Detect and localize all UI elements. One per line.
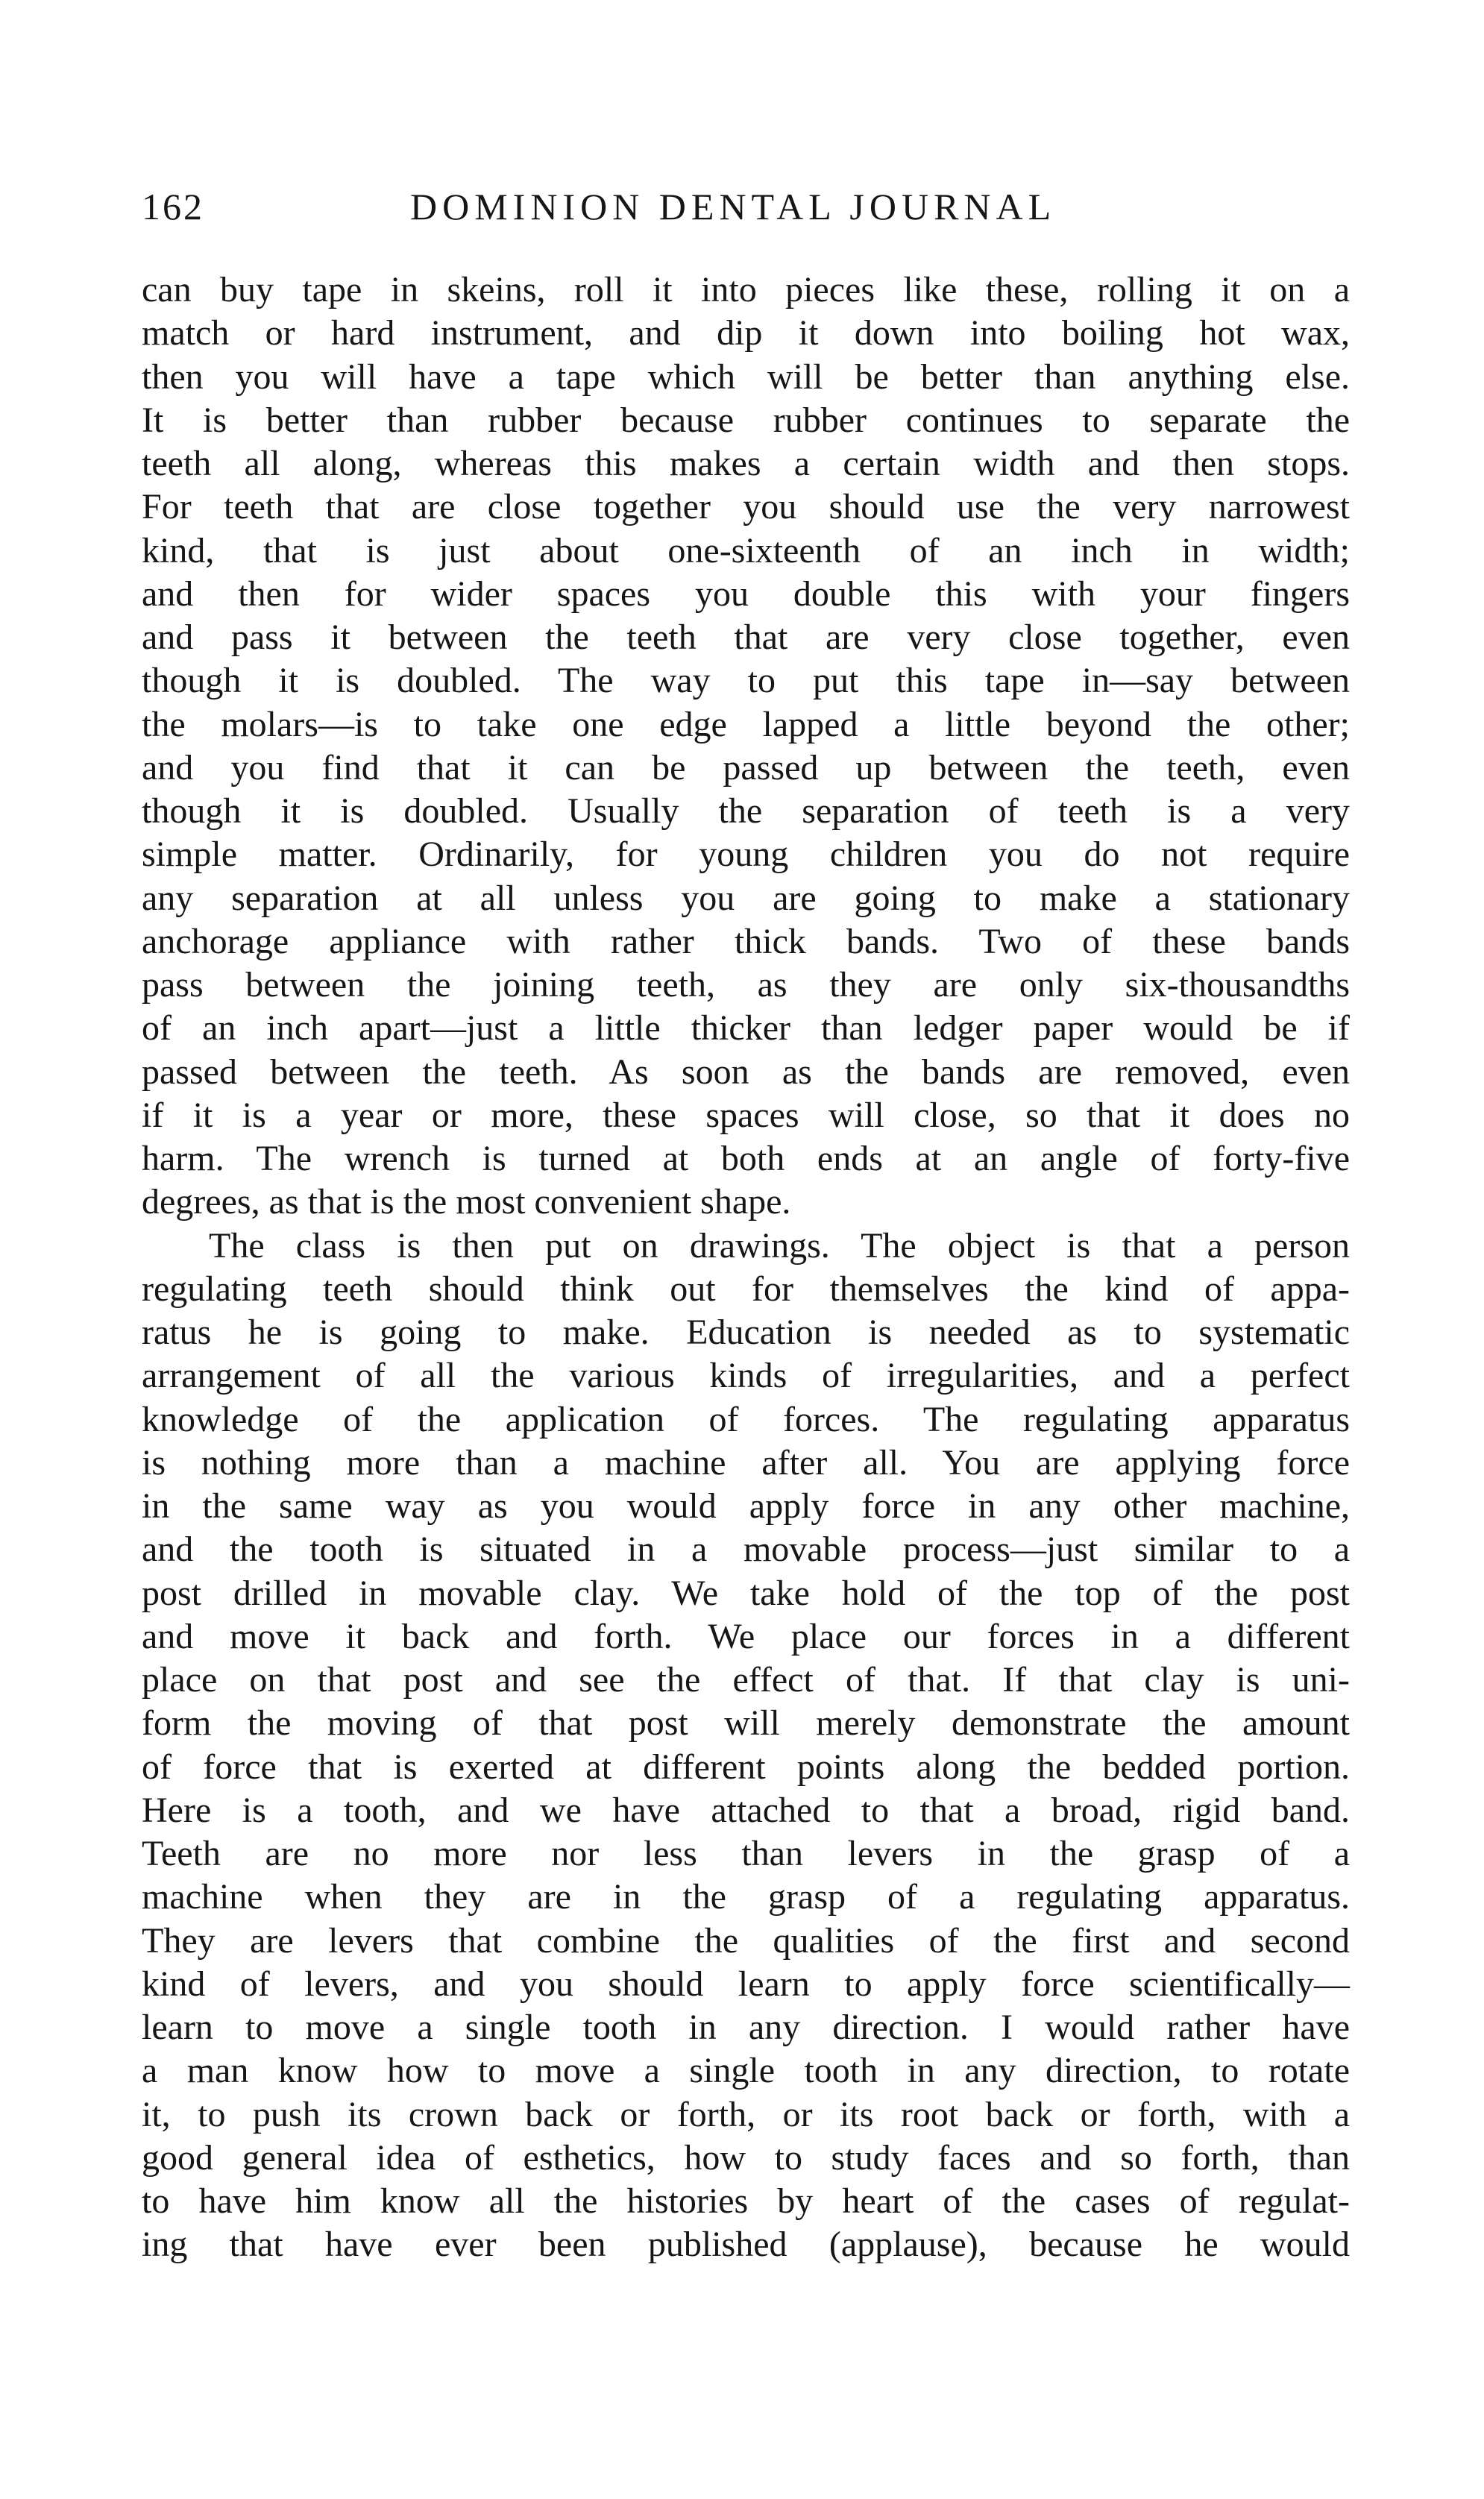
- text-line: and pass it between the teeth that are very close together, even: [142, 617, 1350, 657]
- text-line: arrangement of all the various kinds of irregularities, and a perfect: [142, 1356, 1350, 1396]
- text-line: though it is doubled. Usually the separation of teeth is a very: [142, 791, 1350, 831]
- text-line: For teeth that are close together you should use the very narrowest: [142, 487, 1350, 527]
- text-line: pass between the joining teeth, as they are only six-thousandths: [142, 965, 1350, 1005]
- body-text: [142, 268, 1350, 2267]
- text-line: of an inch apart—just a little thicker than ledger paper would be if: [142, 1008, 1350, 1049]
- text-line: It is better than rubber because rubber continues to separate the: [142, 400, 1350, 440]
- text-line: kind, that is just about one-sixteenth of an inch in width;: [142, 530, 1350, 570]
- paragraph: [142, 1225, 1350, 2267]
- journal-title: DOMINION DENTAL JOURNAL: [410, 186, 1057, 227]
- text-line: and then for wider spaces you double this with your fingers: [142, 573, 1350, 614]
- text-line: anchorage appliance with rather thick bands. Two of these bands: [142, 921, 1350, 961]
- text-line: Teeth are no more nor less than levers in the grasp of a: [142, 1834, 1350, 1873]
- text-line: kind of levers, and you should learn to apply force scientifically—: [142, 1964, 1350, 2004]
- text-line: ratus he is going to make. Education is needed as to systematic: [142, 1313, 1350, 1352]
- text-line: and you find that it can be passed up between the teeth, even: [142, 747, 1350, 788]
- text-line: place on that post and see the effect of that. If that clay is uni-: [142, 1660, 1350, 1700]
- text-line: post drilled in movable clay. We take hold of the top of the post: [142, 1573, 1350, 1613]
- text-line: regulating teeth should think out for themselves the kind of appa-: [142, 1269, 1350, 1309]
- text-line: if it is a year or more, these spaces will close, so that it does no: [142, 1095, 1350, 1135]
- text-line: is nothing more than a machine after all. You are applying force: [142, 1442, 1350, 1483]
- text-line: though it is doubled. The way to put this tape in—say between: [142, 661, 1350, 701]
- paragraph: [142, 268, 1350, 1225]
- text-line: and move it back and forth. We place our forces in a different: [142, 1616, 1350, 1656]
- text-line: to have him know all the histories by heart of the cases of regulat-: [142, 2181, 1350, 2221]
- text-line: simple matter. Ordinarily, for young children you do not require: [142, 834, 1350, 875]
- text-line: The class is then put on drawings. The object is that a person: [209, 1225, 1350, 1266]
- text-line: good general idea of esthetics, how to study faces and so forth, than: [142, 2137, 1350, 2178]
- text-line: harm. The wrench is turned at both ends at an angle of forty-five: [142, 1139, 1350, 1178]
- text-line: a man know how to move a single tooth in any direction, to rotate: [142, 2051, 1350, 2091]
- text-line: of force that is exerted at different points along the bedded portion.: [142, 1747, 1350, 1787]
- text-line: They are levers that combine the qualities of the first and second: [142, 1920, 1350, 1961]
- text-line: degrees, as that is the most convenient shape.: [142, 1182, 791, 1222]
- text-line: and the tooth is situated in a movable process—just similar to a: [142, 1530, 1350, 1570]
- text-line: knowledge of the application of forces. The regulating apparatus: [142, 1399, 1350, 1439]
- text-line: teeth all along, whereas this makes a certain width and then stops.: [142, 444, 1350, 483]
- text-line: then you will have a tape which will be better than anything else.: [142, 356, 1350, 397]
- running-head: [142, 185, 1350, 245]
- text-line: it, to push its crown back or forth, or its root back or forth, with a: [142, 2094, 1350, 2134]
- text-line: in the same way as you would apply force in any other machine,: [142, 1486, 1350, 1526]
- text-line: form the moving of that post will merely demonstrate the amount: [142, 1703, 1350, 1744]
- text-line: match or hard instrument, and dip it down into boiling hot wax,: [142, 313, 1350, 353]
- text-line: any separation at all unless you are going to make a stationary: [142, 878, 1350, 918]
- text-line: Here is a tooth, and we have attached to that a broad, rigid band.: [142, 1790, 1350, 1830]
- text-line: ing that have ever been published (applause), because he would: [142, 2225, 1350, 2265]
- text-line: learn to move a single tooth in any direction. I would rather have: [142, 2008, 1350, 2047]
- text-line: machine when they are in the grasp of a regulating apparatus.: [142, 1877, 1350, 1917]
- text-line: passed between the teeth. As soon as the bands are removed, even: [142, 1052, 1350, 1092]
- text-line: can buy tape in skeins, roll it into pieces like these, rolling it on a: [142, 270, 1350, 309]
- page-number: 162: [142, 186, 204, 227]
- text-line: the molars—is to take one edge lapped a little beyond the other;: [142, 704, 1350, 744]
